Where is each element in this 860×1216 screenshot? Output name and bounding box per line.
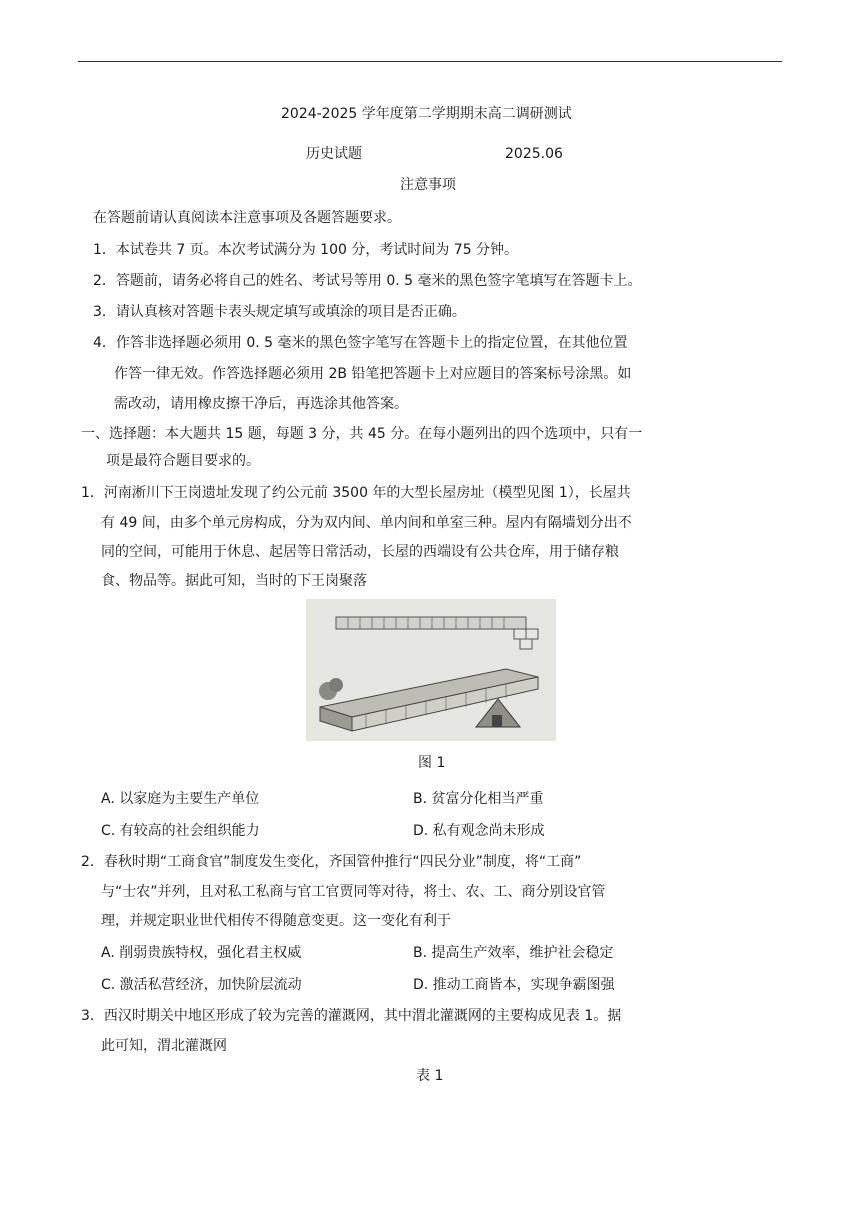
- q1-stem-line-2: 有 49 间，由多个单元房构成，分为双内间、单内间和单室三种。屋内有隔墙划分出不: [101, 515, 632, 531]
- subject-label: 历史试题: [306, 146, 362, 162]
- exam-date: 2025.06: [505, 146, 563, 162]
- q2-option-b: B. 提高生产效率，维护社会稳定: [413, 945, 614, 961]
- notice-intro: 在答题前请认真阅读本注意事项及各题答题要求。: [93, 210, 401, 226]
- q1-option-a: A. 以家庭为主要生产单位: [101, 791, 260, 807]
- q2-option-a: A. 削弱贵族特权，强化君主权威: [101, 945, 302, 961]
- notice-item-4: 4．作答非选择题必须用 0. 5 毫米的黑色签字笔写在答题卡上的指定位置，在其他位置: [93, 335, 628, 351]
- q2-stem-line-2: 与“士农”并列，且对私工私商与官工官贾同等对待，将士、农、工、商分别设官管: [101, 884, 606, 900]
- exam-title: 2024-2025 学年度第二学期期末高二调研测试: [281, 106, 572, 122]
- q2-option-c: C. 激活私营经济，加快阶层流动: [101, 977, 302, 993]
- notice-item-4-cont-2: 需改动，请用橡皮擦干净后，再选涂其他答案。: [114, 396, 408, 412]
- q3-stem-line-1: 3．西汉时期关中地区形成了较为完善的灌溉网，其中渭北灌溉网的主要构成见表 1。据: [81, 1008, 622, 1024]
- q1-stem-line-4: 食、物品等。据此可知，当时的下王岗聚落: [101, 573, 367, 589]
- section-heading: 一、选择题：本大题共 15 题，每题 3 分，共 45 分。在每小题列出的四个选项中，只有一: [81, 426, 643, 442]
- table-1-caption: 表 1: [416, 1068, 444, 1084]
- notice-item-4-cont-1: 作答一律无效。作答选择题必须用 2B 铅笔把答题卡上对应题目的答案标号涂黑。如: [114, 366, 632, 382]
- notice-item-2: 2．答题前，请务必将自己的姓名、考试号等用 0. 5 毫米的黑色签字笔填写在答题卡上。: [93, 273, 642, 289]
- q1-stem-line-1: 1．河南淅川下王岗遗址发现了约公元前 3500 年的大型长屋房址（模型见图 1），长屋共: [81, 485, 631, 501]
- q2-stem-line-3: 理，并规定职业世代相传不得随意变更。这一变化有利于: [101, 913, 451, 929]
- q1-option-d: D. 私有观念尚未形成: [413, 823, 545, 839]
- notice-item-1: 1．本试卷共 7 页。本次考试满分为 100 分，考试时间为 75 分钟。: [93, 242, 519, 258]
- q1-option-c: C. 有较高的社会组织能力: [101, 823, 260, 839]
- q2-option-d: D. 推动工商皆本，实现争霸图强: [413, 977, 615, 993]
- q1-stem-line-3: 同的空间，可能用于休息、起居等日常活动，长屋的西端设有公共仓库，用于储存粮: [101, 544, 619, 560]
- figure-1-longhouse-sketch: [306, 599, 556, 741]
- q2-stem-line-1: 2．春秋时期“工商食官”制度发生变化，齐国管仲推行“四民分业”制度，将“工商”: [81, 854, 582, 870]
- q3-stem-line-2: 此可知，渭北灌溉网: [101, 1038, 227, 1054]
- section-heading-cont: 项是最符合题目要求的。: [106, 453, 260, 469]
- figure-1-caption: 图 1: [418, 755, 446, 771]
- notice-item-3: 3．请认真核对答题卡表头规定填写或填涂的项目是否正确。: [93, 304, 466, 320]
- top-rule: [78, 61, 782, 62]
- q1-option-b: B. 贫富分化相当严重: [413, 791, 544, 807]
- notice-title: 注意事项: [400, 177, 456, 193]
